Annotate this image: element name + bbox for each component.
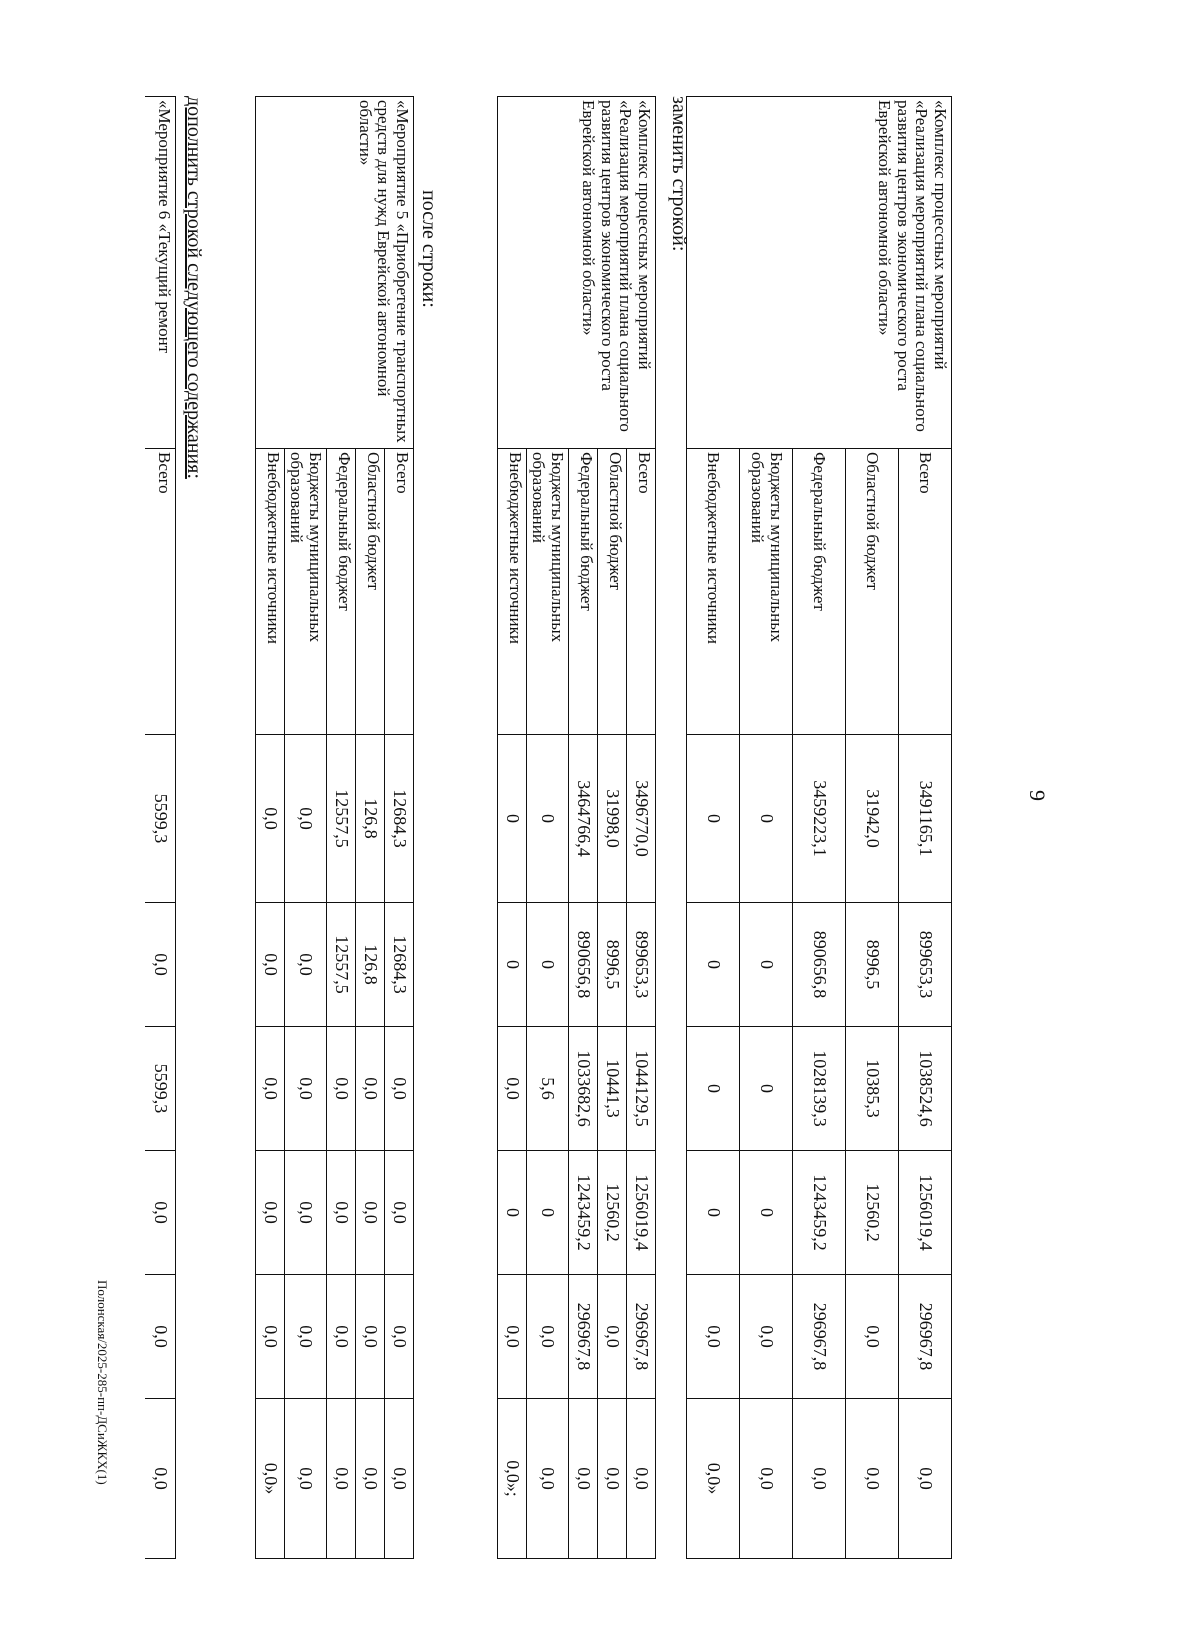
amount-cell: 5599,3 [145, 735, 176, 903]
amount-cell: 0,0 [385, 1399, 414, 1559]
amount-cell: 0 [740, 1151, 793, 1275]
table-row [145, 97, 176, 1559]
measure-name-cell: «Мероприятие 5 «Приобретение транспортных средств для нужд Еврейской автономной области» [255, 97, 413, 449]
amount-cell: 0,0 [255, 903, 284, 1027]
amount-cell: 0 [740, 1027, 793, 1151]
amount-cell: 296967,8 [627, 1275, 656, 1399]
amount-cell: 0,0 [284, 1027, 326, 1151]
amount-cell: 0,0 [327, 1151, 356, 1275]
funding-source-cell: Областной бюджет [356, 449, 385, 735]
table-row [385, 97, 414, 1559]
amount-cell: 1028139,3 [793, 1027, 846, 1151]
amount-cell: 0,0 [899, 1399, 952, 1559]
amount-cell: 1038524,6 [899, 1027, 952, 1151]
measure-name-cell: «Комплекс процессных мероприятий «Реализация мероприятий плана социального развития центров экономического роста Еврейской автономной области» [497, 97, 655, 449]
funding-source-cell: Областной бюджет [846, 449, 899, 735]
amount-cell: 0,0» [255, 1399, 284, 1559]
amount-cell: 31998,0 [598, 735, 627, 903]
amount-cell: 1243459,2 [569, 1151, 598, 1275]
amount-cell: 3464766,4 [569, 735, 598, 903]
funding-table-replacement [497, 96, 656, 1559]
amount-cell: 0,0 [145, 1151, 176, 1275]
document-footer: Полонская/2025-285-пп-ДСиЖКХ(1) [95, 1280, 110, 1485]
amount-cell: 0,0 [793, 1399, 846, 1559]
funding-table-original [686, 96, 952, 1559]
amount-cell: 0,0 [598, 1275, 627, 1399]
amount-cell: 0,0 [385, 1275, 414, 1399]
amount-cell: 0,0 [255, 1027, 284, 1151]
amount-cell: 0,0 [255, 735, 284, 903]
amount-cell: 12557,5 [327, 903, 356, 1027]
table-row [899, 97, 952, 1559]
funding-source-cell: Бюджеты муниципальных образований [284, 449, 326, 735]
table-row [627, 97, 656, 1559]
amount-cell: 0,0 [356, 1027, 385, 1151]
funding-table-measure-6 [145, 96, 176, 1559]
amount-cell: 0,0 [385, 1027, 414, 1151]
amount-cell: 1044129,5 [627, 1027, 656, 1151]
amount-cell: 3459223,1 [793, 735, 846, 903]
amount-cell: 5599,3 [145, 1027, 176, 1151]
amount-cell: 0 [687, 903, 740, 1027]
funding-source-cell: Всего [899, 449, 952, 735]
amount-cell: 0,0 [145, 903, 176, 1027]
funding-source-cell: Всего [627, 449, 656, 735]
amount-cell: 0,0 [284, 1399, 326, 1559]
amount-cell: 899653,3 [899, 903, 952, 1027]
funding-source-cell: Внебюджетные источники [497, 449, 526, 735]
funding-source-cell: Всего [145, 449, 176, 735]
amount-cell: 12560,2 [846, 1151, 899, 1275]
funding-source-cell: Областной бюджет [598, 449, 627, 735]
page-number: 9 [1025, 790, 1050, 801]
amount-cell: 0,0 [284, 1151, 326, 1275]
amount-cell: 126,8 [356, 735, 385, 903]
amount-cell: 0,0 [740, 1275, 793, 1399]
amount-cell: 0,0 [327, 1027, 356, 1151]
funding-source-cell: Внебюджетные источники [687, 449, 740, 735]
amount-cell: 10441,3 [598, 1027, 627, 1151]
measure-name-cell: «Мероприятие 6 «Текущий ремонт [145, 97, 176, 449]
amount-cell: 12557,5 [327, 735, 356, 903]
amount-cell: 890656,8 [569, 903, 598, 1027]
amount-cell: 0,0 [385, 1151, 414, 1275]
amount-cell: 0,0 [526, 1275, 568, 1399]
amount-cell: 0,0 [255, 1275, 284, 1399]
amount-cell: 0 [526, 903, 568, 1027]
amount-cell: 0 [687, 735, 740, 903]
amount-cell: 0,0 [145, 1275, 176, 1399]
amount-cell: 0,0» [687, 1399, 740, 1559]
amount-cell: 296967,8 [793, 1275, 846, 1399]
amount-cell: 10385,3 [846, 1027, 899, 1151]
amount-cell: 0,0 [627, 1399, 656, 1559]
funding-table-measure-5 [255, 96, 414, 1559]
amount-cell: 0,0 [526, 1399, 568, 1559]
amount-cell: 0,0 [740, 1399, 793, 1559]
amount-cell: 296967,8 [569, 1275, 598, 1399]
amount-cell: 0,0 [327, 1399, 356, 1559]
amount-cell: 8996,5 [598, 903, 627, 1027]
caption-replace: заменить строкой: [668, 96, 690, 252]
amount-cell: 0 [740, 735, 793, 903]
amount-cell: 0,0 [284, 735, 326, 903]
amount-cell: 0 [497, 735, 526, 903]
amount-cell: 12684,3 [385, 903, 414, 1027]
amount-cell: 0,0 [356, 1399, 385, 1559]
amount-cell: 0 [740, 903, 793, 1027]
amount-cell: 5,6 [526, 1027, 568, 1151]
amount-cell: 0 [687, 1027, 740, 1151]
amount-cell: 0,0 [846, 1399, 899, 1559]
amount-cell: 0,0 [284, 903, 326, 1027]
amount-cell: 0,0 [497, 1275, 526, 1399]
amount-cell: 0,0 [255, 1151, 284, 1275]
funding-source-cell: Внебюджетные источники [255, 449, 284, 735]
amount-cell: 0 [497, 1151, 526, 1275]
amount-cell: 0 [687, 1151, 740, 1275]
amount-cell: 0,0 [569, 1399, 598, 1559]
measure-name-cell: «Комплекс процессных мероприятий «Реализация мероприятий плана социального развития центров экономического роста Еврейской автономной области» [687, 97, 952, 449]
funding-source-cell: Бюджеты муниципальных образований [740, 449, 793, 735]
amount-cell: 0,0»; [497, 1399, 526, 1559]
caption-append: дополнить строкой следующего содержания: [183, 96, 205, 479]
amount-cell: 890656,8 [793, 903, 846, 1027]
amount-cell: 1256019,4 [627, 1151, 656, 1275]
amount-cell: 0,0 [846, 1275, 899, 1399]
amount-cell: 31942,0 [846, 735, 899, 903]
amount-cell: 1243459,2 [793, 1151, 846, 1275]
amount-cell: 12684,3 [385, 735, 414, 903]
amount-cell: 12560,2 [598, 1151, 627, 1275]
amount-cell: 0,0 [145, 1399, 176, 1559]
amount-cell: 0 [526, 735, 568, 903]
funding-source-cell: Бюджеты муниципальных образований [526, 449, 568, 735]
amount-cell: 3496770,0 [627, 735, 656, 903]
funding-source-cell: Всего [385, 449, 414, 735]
funding-source-cell: Федеральный бюджет [793, 449, 846, 735]
amount-cell: 0,0 [687, 1275, 740, 1399]
amount-cell: 0,0 [356, 1151, 385, 1275]
funding-source-cell: Федеральный бюджет [327, 449, 356, 735]
amount-cell: 899653,3 [627, 903, 656, 1027]
amount-cell: 0 [497, 903, 526, 1027]
amount-cell: 0 [526, 1151, 568, 1275]
amount-cell: 296967,8 [899, 1275, 952, 1399]
amount-cell: 126,8 [356, 903, 385, 1027]
amount-cell: 0,0 [356, 1275, 385, 1399]
amount-cell: 1256019,4 [899, 1151, 952, 1275]
amount-cell: 0,0 [598, 1399, 627, 1559]
amount-cell: 8996,5 [846, 903, 899, 1027]
amount-cell: 1033682,6 [569, 1027, 598, 1151]
amount-cell: 0,0 [284, 1275, 326, 1399]
amount-cell: 0,0 [497, 1027, 526, 1151]
amount-cell: 0,0 [327, 1275, 356, 1399]
caption-after: после строки: [418, 190, 440, 308]
funding-source-cell: Федеральный бюджет [569, 449, 598, 735]
amount-cell: 3491165,1 [899, 735, 952, 903]
